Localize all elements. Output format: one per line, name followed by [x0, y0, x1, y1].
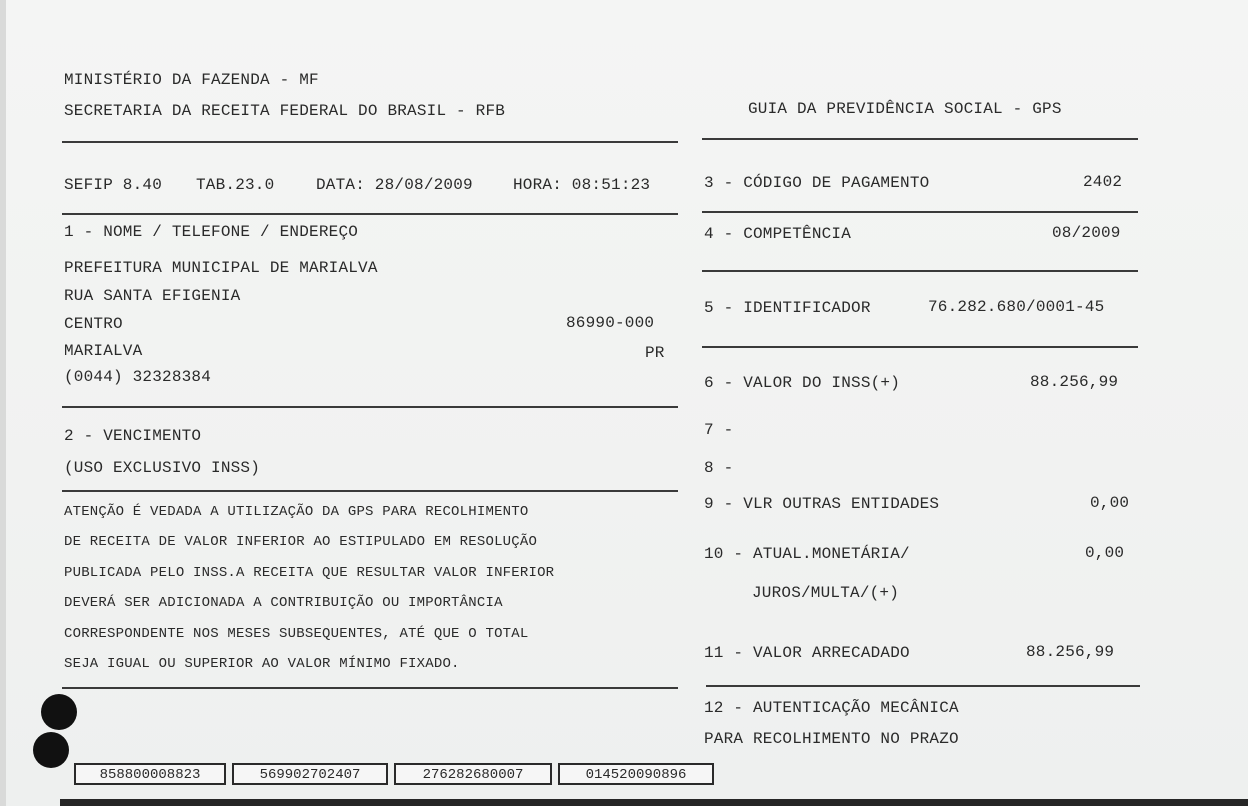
issue-time: HORA: 08:51:23	[513, 176, 651, 194]
monetary-update-label: 10 - ATUAL.MONETÁRIA/	[704, 545, 910, 563]
payment-code-label: 3 - CÓDIGO DE PAGAMENTO	[704, 174, 930, 192]
monetary-update-label-2: JUROS/MULTA/(+)	[752, 584, 900, 602]
divider	[702, 346, 1138, 348]
issue-date: DATA: 28/08/2009	[316, 176, 473, 194]
divider	[702, 211, 1138, 213]
payment-code-value: 2402	[1083, 173, 1123, 191]
divider	[62, 213, 678, 215]
total-collected-value: 88.256,99	[1026, 643, 1115, 661]
punch-hole	[41, 694, 77, 730]
barcode-block-4: 014520090896	[558, 763, 714, 785]
divider	[62, 141, 678, 143]
divider	[702, 270, 1138, 272]
table-version: TAB.23.0	[196, 176, 275, 194]
notice-line: ATENÇÃO É VEDADA A UTILIZAÇÃO DA GPS PARA RECOLHIMENTO	[64, 504, 529, 520]
notice-line: PUBLICADA PELO INSS.A RECEITA QUE RESULTAR VALOR INFERIOR	[64, 565, 555, 581]
notice-line: DEVERÁ SER ADICIONADA A CONTRIBUIÇÃO OU IMPORTÂNCIA	[64, 595, 503, 611]
guide-title: GUIA DA PREVIDÊNCIA SOCIAL - GPS	[748, 100, 1062, 118]
inss-value: 88.256,99	[1030, 373, 1119, 391]
street: RUA SANTA EFIGENIA	[64, 287, 241, 305]
other-entities-value: 0,00	[1090, 494, 1130, 512]
divider	[706, 685, 1140, 687]
divider	[62, 687, 678, 689]
field2-label: 2 - VENCIMENTO	[64, 427, 202, 445]
mechanical-auth-label: 12 - AUTENTICAÇÃO MECÂNICA	[704, 699, 959, 717]
barcode-block-2: 569902702407	[232, 763, 388, 785]
paper-edge	[0, 0, 6, 806]
taxpayer-name: PREFEITURA MUNICIPAL DE MARIALVA	[64, 259, 378, 277]
state: PR	[645, 344, 665, 362]
field2-note: (USO EXCLUSIVO INSS)	[64, 459, 261, 477]
field1-label: 1 - NOME / TELEFONE / ENDEREÇO	[64, 223, 359, 241]
identifier-value: 76.282.680/0001-45	[928, 298, 1105, 316]
district: CENTRO	[64, 315, 123, 333]
sefip-version: SEFIP 8.40	[64, 176, 163, 194]
barcode-block-3: 276282680007	[394, 763, 552, 785]
monetary-update-value: 0,00	[1085, 544, 1125, 562]
divider	[702, 138, 1138, 140]
other-entities-label: 9 - VLR OUTRAS ENTIDADES	[704, 495, 940, 513]
notice-line: CORRESPONDENTE NOS MESES SUBSEQUENTES, ATÉ QUE O TOTAL	[64, 626, 529, 642]
notice-line: DE RECEITA DE VALOR INFERIOR AO ESTIPULADO EM RESOLUÇÃO	[64, 534, 538, 550]
competence-value: 08/2009	[1052, 224, 1121, 242]
competence-label: 4 - COMPETÊNCIA	[704, 225, 852, 243]
total-collected-label: 11 - VALOR ARRECADADO	[704, 644, 910, 662]
city: MARIALVA	[64, 342, 143, 360]
barcode-block-1: 858800008823	[74, 763, 226, 785]
zip-code: 86990-000	[566, 314, 655, 332]
notice-line: SEJA IGUAL OU SUPERIOR AO VALOR MÍNIMO FIXADO.	[64, 656, 460, 672]
ministry-title: MINISTÉRIO DA FAZENDA - MF	[64, 71, 319, 89]
mechanical-auth-note: PARA RECOLHIMENTO NO PRAZO	[704, 730, 959, 748]
phone: (0044) 32328384	[64, 368, 212, 386]
barcode-strip	[60, 799, 1248, 806]
divider	[62, 490, 678, 492]
inss-value-label: 6 - VALOR DO INSS(+)	[704, 374, 901, 392]
punch-hole	[33, 732, 69, 768]
field7-label: 7 -	[704, 421, 734, 439]
field8-label: 8 -	[704, 459, 734, 477]
divider	[62, 406, 678, 408]
identifier-label: 5 - IDENTIFICADOR	[704, 299, 871, 317]
secretariat-title: SECRETARIA DA RECEITA FEDERAL DO BRASIL - RFB	[64, 102, 506, 120]
